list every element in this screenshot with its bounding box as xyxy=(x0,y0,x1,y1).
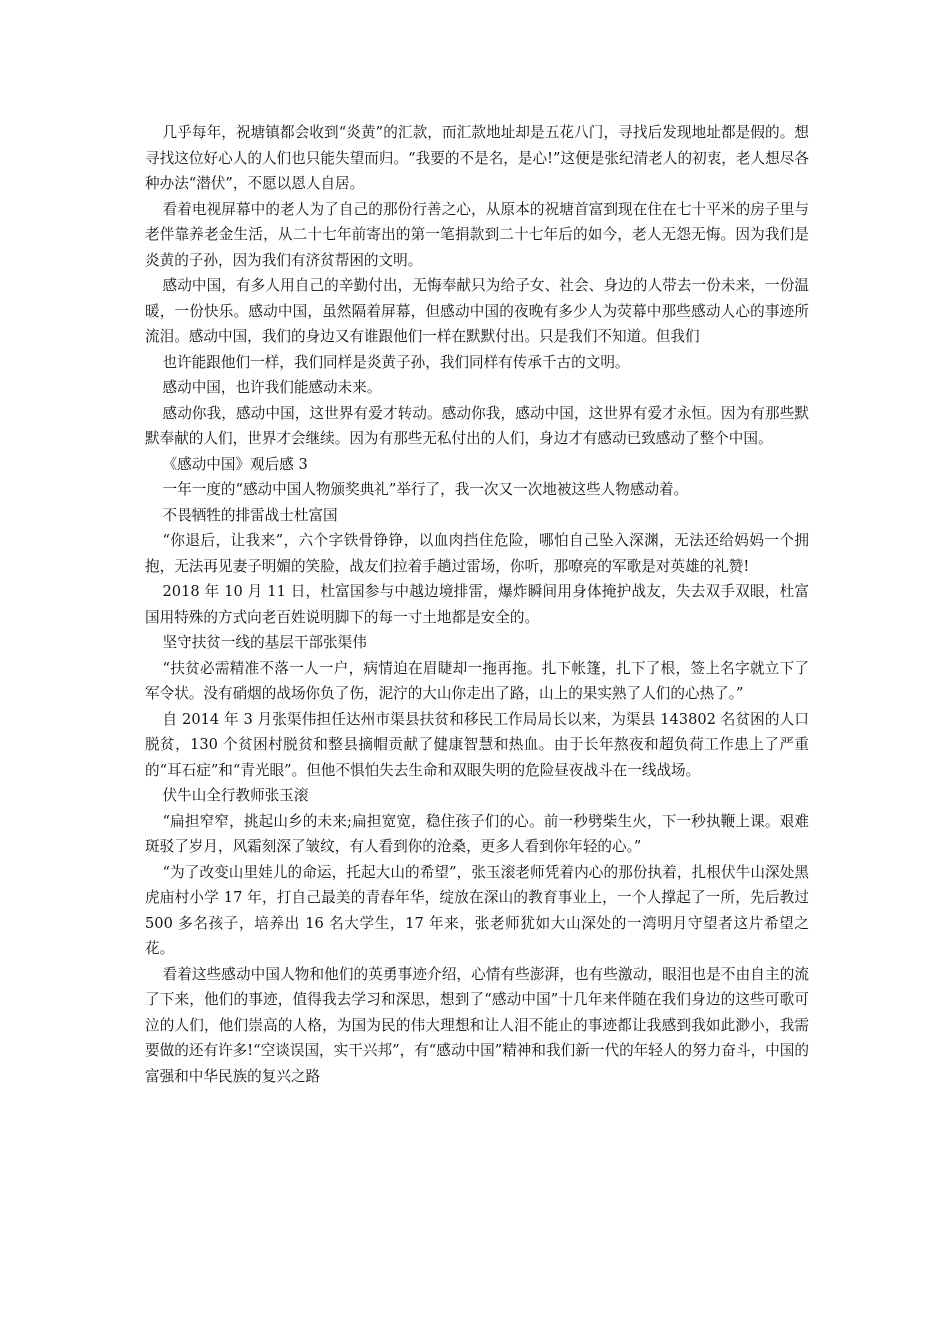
paragraph-8: 一年一度的“感动中国人物颁奖典礼”举行了，我一次又一次地被这些人物感动着。 xyxy=(162,481,689,498)
paragraph-14: 自 2014 年 3 月张渠伟担任达州市渠县扶贫和移民工作局局长以来，为渠县 143802 名贫困的人口脱贫，130 个贫困村脱贫和整县摘帽贡献了健康智慧和热血。由于长年熬夜和超负荷工作患上了严重的“耳石症”和“青光眼”。但他不惧怕失去生命和双眼失明的危险昼夜战斗在一线战场。 xyxy=(145,710,809,779)
subheading-zhang-yugun: 伏牛山全行教师张玉滚 xyxy=(162,787,309,804)
paragraph-11: 2018 年 10 月 11 日，杜富国参与中越边境排雷，爆炸瞬间用身体掩护战友，失去双手双眼，杜富国用特殊的方式向老百姓说明脚下的每一寸土地都是安全的。 xyxy=(145,583,809,626)
subheading-zhang-quwei: 坚守扶贫一线的基层干部张渠伟 xyxy=(162,634,367,651)
paragraph-5: 感动中国，也许我们能感动未来。 xyxy=(162,379,382,396)
paragraph-18: 看着这些感动中国人物和他们的英勇事迹介绍，心情有些澎湃，也有些激动，眼泪也是不由自主的流了下来，他们的事迹，值得我去学习和深思，想到了“感动中国”十几年来伴随在我们身边的这些可歌可泣的人们，他们崇高的人格，为国为民的伟大理想和让人泪不能止的事迹都让我感到我如此渺小，我需要做的还有许多!“空谈误国，实干兴邦”，有“感动中国”精神和我们新一代的年轻人的努力奋斗，中国的富强和中华民族的复兴之路 xyxy=(145,965,809,1085)
paragraph-16: “扁担窄窄，挑起山乡的未来;扁担宽宽，稳住孩子们的心。前一秒劈柴生火，下一秒执鞭上课。艰难斑驳了岁月，风霜刻深了皱纹，有人看到你的沧桑，更多人看到你年轻的心。” xyxy=(145,812,809,855)
paragraph-13: “扶贫必需精准不落一人一户，病情迫在眉睫却一拖再拖。扎下帐篷，扎下了根，签上名字就立下了军令状。没有硝烟的战场你负了伤，泥泞的大山你走出了路，山上的果实熟了人们的心热了。” xyxy=(145,659,809,702)
subheading-du-fuguo: 不畏牺牲的排雷战士杜富国 xyxy=(162,506,338,524)
paragraph-10: “你退后，让我来”，六个字铁骨铮铮，以血肉挡住危险，哪怕自己坠入深渊，无法还给妈妈一个拥抱，无法再见妻子明媚的笑脸，战友们拉着手趟过雷场，你听，那嘹亮的军歌是对英雄的礼赞! xyxy=(145,532,809,575)
paragraph-1: 几乎每年，祝塘镇都会收到“炎黄”的汇款，而汇款地址却是五花八门，寻找后发现地址都是假的。想寻找这位好心人的人们也只能失望而归。“我要的不是名，是心!”这便是张纪清老人的初衷，老人想尽各种办法“潜伏”，不愿以恩人自居。 xyxy=(145,124,809,192)
paragraph-4: 也许能跟他们一样，我们同样是炎黄子孙，我们同样有传承千古的文明。 xyxy=(162,353,630,371)
paragraph-2: 看着电视屏幕中的老人为了自己的那份行善之心，从原本的祝塘首富到现在住在七十平米的房子里与老伴靠养老金生活，从二十七年前寄出的第一笔捐款到二十七年后的如今，老人无怨无悔。因为我们是炎黄的子孙，因为我们有济贫帮困的文明。 xyxy=(145,200,809,269)
document-page xyxy=(145,120,809,1089)
paragraph-3: 感动中国，有多人用自己的辛勤付出，无悔奉献只为给子女、社会、身边的人带去一份未来，一份温暖，一份快乐。感动中国，虽然隔着屏幕，但感动中国的夜晚有多少人为荧幕中那些感动人心的事迹所流泪。感动中国，我们的身边又有谁跟他们一样在默默付出。只是我们不知道。但我们 xyxy=(145,277,809,345)
section-heading-3: 《感动中国》观后感 3 xyxy=(162,455,308,473)
paragraph-6: 感动你我，感动中国，这世界有爱才转动。感动你我，感动中国，这世界有爱才永恒。因为有那些默默奉献的人们，世界才会继续。因为有那些无私付出的人们，身边才有感动已致感动了整个中国。 xyxy=(145,404,809,447)
paragraph-17: “为了改变山里娃儿的命运，托起大山的希望”，张玉滚老师凭着内心的那份执着，扎根伏牛山深处黑虎庙村小学 17 年，打自己最美的青春年华，绽放在深山的教育事业上，一个人撑起了一所，先后教过 500 多名孩子，培养出 16 名大学生，17 年来，张老师犹如大山深处的一湾明月守望者这片希望之花。 xyxy=(145,863,809,957)
